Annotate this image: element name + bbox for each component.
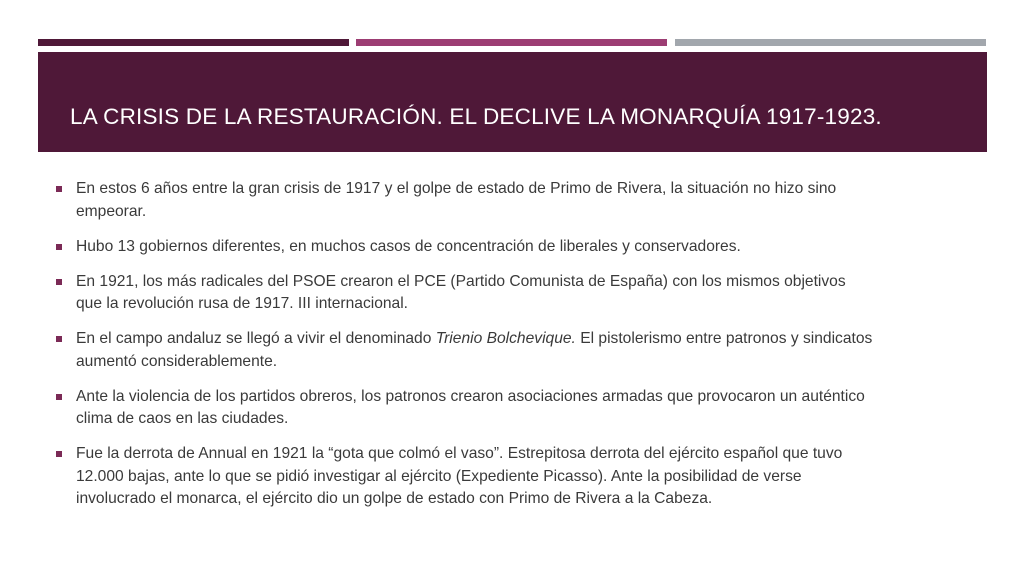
square-bullet-icon — [56, 186, 62, 192]
title-band — [38, 52, 987, 152]
accent-bar-magenta — [356, 39, 667, 46]
bullet-text-italic: Trienio Bolchevique. — [435, 330, 576, 347]
accent-bar-gray — [675, 39, 986, 46]
bullet-item — [54, 271, 874, 316]
accent-bar-dark — [38, 39, 349, 46]
bullet-text: En 1921, los más radicales del PSOE crearon el PCE (Partido Comunista de España) con los mismos objetivos que la revolución rusa de 1917. III internacional. — [76, 272, 846, 312]
square-bullet-icon — [56, 394, 62, 400]
bullet-item — [54, 236, 874, 259]
bullet-item — [54, 386, 874, 431]
square-bullet-icon — [56, 244, 62, 250]
bullet-text: Ante la violencia de los partidos obreros, los patronos crearon asociaciones armadas que provocaron un auténtico clima de caos en las ciudades. — [76, 387, 865, 427]
bullet-item — [54, 178, 874, 223]
bullet-list — [54, 178, 874, 523]
bullet-text-before: En el campo andaluz se llegó a vivir el denominado — [76, 330, 436, 347]
bullet-text: En estos 6 años entre la gran crisis de 1917 y el golpe de estado de Primo de Rivera, la situación no hizo sino empeorar. — [76, 180, 837, 220]
square-bullet-icon — [56, 336, 62, 342]
bullet-text: Fue la derrota de Annual en 1921 la “gota que colmó el vaso”. Estrepitosa derrota del ejército español que tuvo 12.000 bajas, ante lo que se pidió investigar al ejército (Expediente Picasso). Ante la posibilidad de verse involucrado el monarca, el ejército dio un golpe de estado con Primo de Rivera a la Cabeza. — [76, 445, 843, 507]
square-bullet-icon — [56, 451, 62, 457]
bullet-item — [54, 443, 874, 511]
bullet-text: Hubo 13 gobiernos diferentes, en muchos casos de concentración de liberales y conservadores. — [76, 237, 741, 255]
bullet-text-after: El pistolerismo entre patronos y sindicatos aumentó considerablemente. — [76, 330, 873, 370]
bullet-item — [54, 328, 874, 373]
square-bullet-icon — [56, 279, 62, 285]
slide-title: LA CRISIS DE LA RESTAURACIÓN. EL DECLIVE LA MONARQUÍA 1917-1923. — [70, 104, 882, 129]
